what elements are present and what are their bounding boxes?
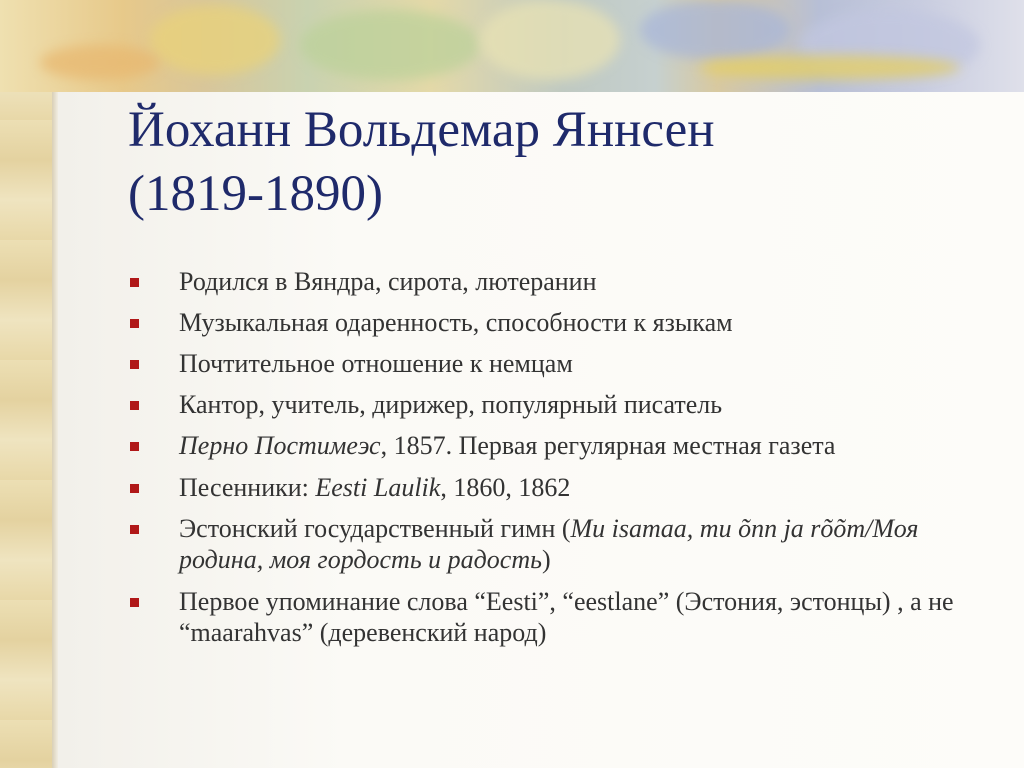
bullet-item: Музыкальная одаренность, способности к языкам: [128, 307, 988, 338]
bullet-square-icon: [130, 319, 139, 328]
bullet-item: Первое упоминание слова “Eesti”, “eestlane” (Эстония, эстонцы) , а не “maarahvas” (деревенский народ): [128, 586, 988, 648]
title-name: Йоханн Вольдемар Яннсен: [128, 102, 715, 158]
bullet-square-icon: [130, 484, 139, 493]
newspaper-title: Перно Постимеэс: [179, 431, 381, 460]
bullet-square-icon: [130, 360, 139, 369]
bullet-square-icon: [130, 442, 139, 451]
bullet-item: Почтительное отношение к немцам: [128, 348, 988, 379]
bullet-item: Эстонский государственный гимн (Mu isamaa, mu õnn ja rõõm/Моя родина, моя гордость и радость): [128, 513, 988, 575]
bullet-item: Кантор, учитель, дирижер, популярный писатель: [128, 389, 988, 420]
bullet-square-icon: [130, 598, 139, 607]
bullet-item: Перно Постимеэс, 1857. Первая регулярная местная газета: [128, 430, 988, 461]
bullet-item: Песенники: Eesti Laulik, 1860, 1862: [128, 472, 988, 503]
bullet-list: [128, 266, 988, 659]
title-years: (1819-1890): [128, 166, 383, 222]
slide-title: [128, 98, 988, 226]
bullet-square-icon: [130, 401, 139, 410]
bullet-item: Родился в Вяндра, сирота, лютеранин: [128, 266, 988, 297]
anthem-title: Mu isamaa, mu õnn ja rõõm/Моя родина, моя гордость и радость: [179, 514, 919, 574]
songbook-title: Eesti Laulik: [315, 473, 441, 502]
bullet-square-icon: [130, 525, 139, 534]
decorative-top-banner: [0, 0, 1024, 92]
bullet-square-icon: [130, 278, 139, 287]
decorative-left-strip: [0, 0, 52, 768]
